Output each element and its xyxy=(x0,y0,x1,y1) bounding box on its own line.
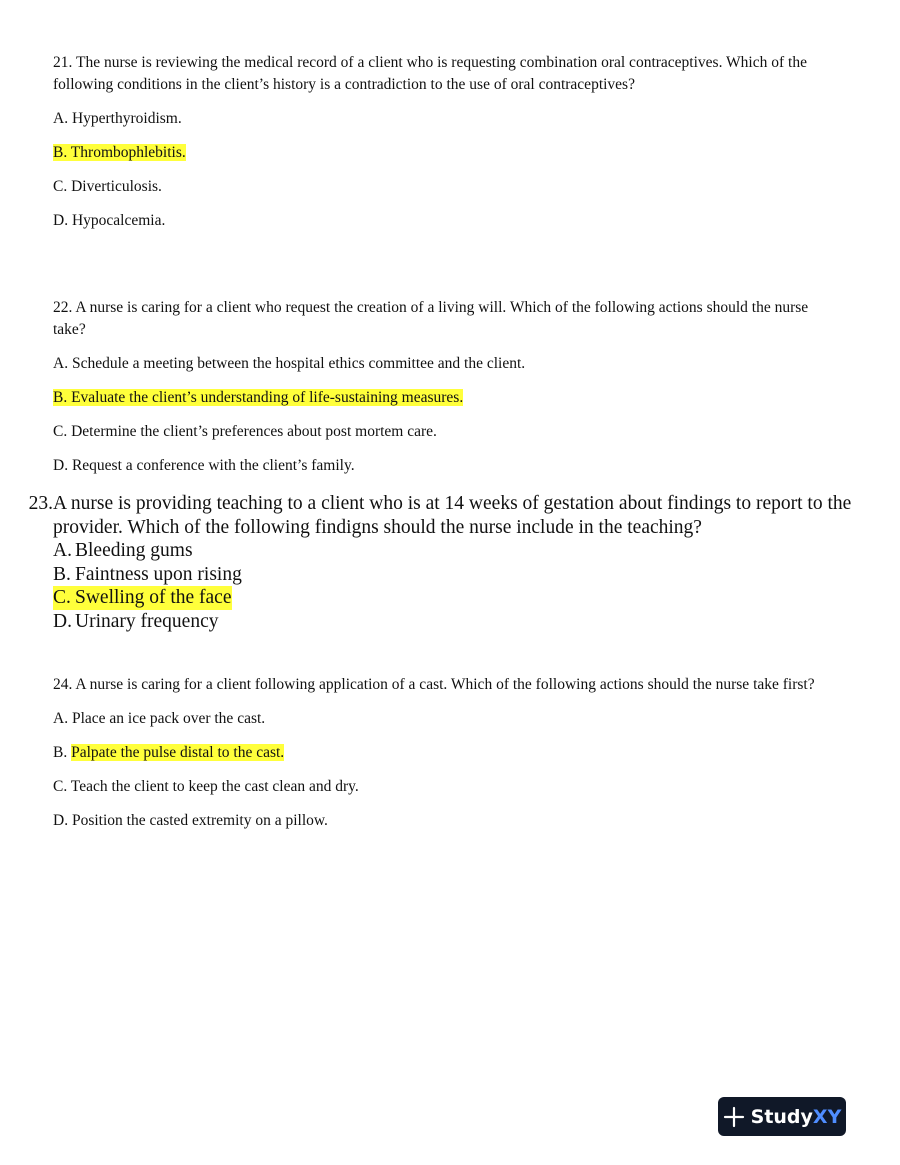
option-letter: B. xyxy=(53,563,71,585)
brand-accent: XY xyxy=(812,1105,842,1128)
option-a xyxy=(0,539,860,563)
question-number: 23. xyxy=(28,493,53,514)
option-text: C. Diverticulosis. xyxy=(53,178,162,195)
option-text: D. Request a conference with the client’s family. xyxy=(53,457,355,474)
option-c xyxy=(53,421,823,443)
option-b xyxy=(53,142,823,164)
option-letter: D. xyxy=(53,610,72,632)
question-stem: 22. A nurse is caring for a client who request the creation of a living will. Which of the following actions should the nurse take? xyxy=(53,299,809,338)
option-c xyxy=(53,776,823,798)
option-b xyxy=(0,563,860,587)
option-a xyxy=(53,708,823,730)
option-text: Faintness upon rising xyxy=(75,563,242,585)
option-a xyxy=(53,353,823,375)
question-21 xyxy=(53,52,823,232)
option-d xyxy=(53,810,823,832)
answer-highlight: B. Thrombophlebitis. xyxy=(53,144,186,161)
option-text: D. Position the casted extremity on a pillow. xyxy=(53,812,328,829)
question-24 xyxy=(53,674,823,832)
answer-highlight xyxy=(53,586,232,610)
option-text: A. Schedule a meeting between the hospital ethics committee and the client. xyxy=(53,355,526,372)
option-a xyxy=(53,108,823,130)
option-b xyxy=(53,387,823,409)
question-stem: 24. A nurse is caring for a client following application of a cast. Which of the following actions should the nurse take first? xyxy=(53,676,815,693)
answer-highlight: B. Evaluate the client’s understanding of life-sustaining measures. xyxy=(53,389,464,406)
question-22 xyxy=(53,297,823,477)
studyxy-logo xyxy=(718,1097,846,1136)
option-letter: B. xyxy=(53,744,68,761)
option-text: C. Determine the client’s preferences about post mortem care. xyxy=(53,423,437,440)
option-c xyxy=(53,176,823,198)
option-d xyxy=(53,210,823,232)
option-c xyxy=(0,586,860,610)
question-stem: 21. The nurse is reviewing the medical record of a client who is requesting combination oral contraceptives. Which of the following conditions in the client’s history is a contradiction to the use of oral contraceptives? xyxy=(53,54,807,93)
option-text: A. Hyperthyroidism. xyxy=(53,110,182,127)
option-text: C. Teach the client to keep the cast clean and dry. xyxy=(53,778,359,795)
option-d xyxy=(0,610,860,634)
option-letter: A. xyxy=(53,540,72,561)
question-23 xyxy=(0,492,860,633)
question-stem: A nurse is providing teaching to a client who is at 14 weeks of gestation about findings to report to the provider. Which of the following findigns should the nurse include in the teaching? xyxy=(53,493,852,538)
option-text: D. Hypocalcemia. xyxy=(53,212,166,229)
option-d xyxy=(53,455,823,477)
answer-highlight: Palpate the pulse distal to the cast. xyxy=(71,744,285,761)
brand-name: Study xyxy=(750,1105,813,1128)
option-text: A. Place an ice pack over the cast. xyxy=(53,710,266,727)
option-text: Bleeding gums xyxy=(75,540,193,561)
option-b xyxy=(53,742,823,764)
option-text: Urinary frequency xyxy=(75,610,219,632)
plus-icon xyxy=(723,1106,745,1128)
option-letter: C. xyxy=(53,587,71,608)
option-text: Swelling of the face xyxy=(75,587,232,608)
